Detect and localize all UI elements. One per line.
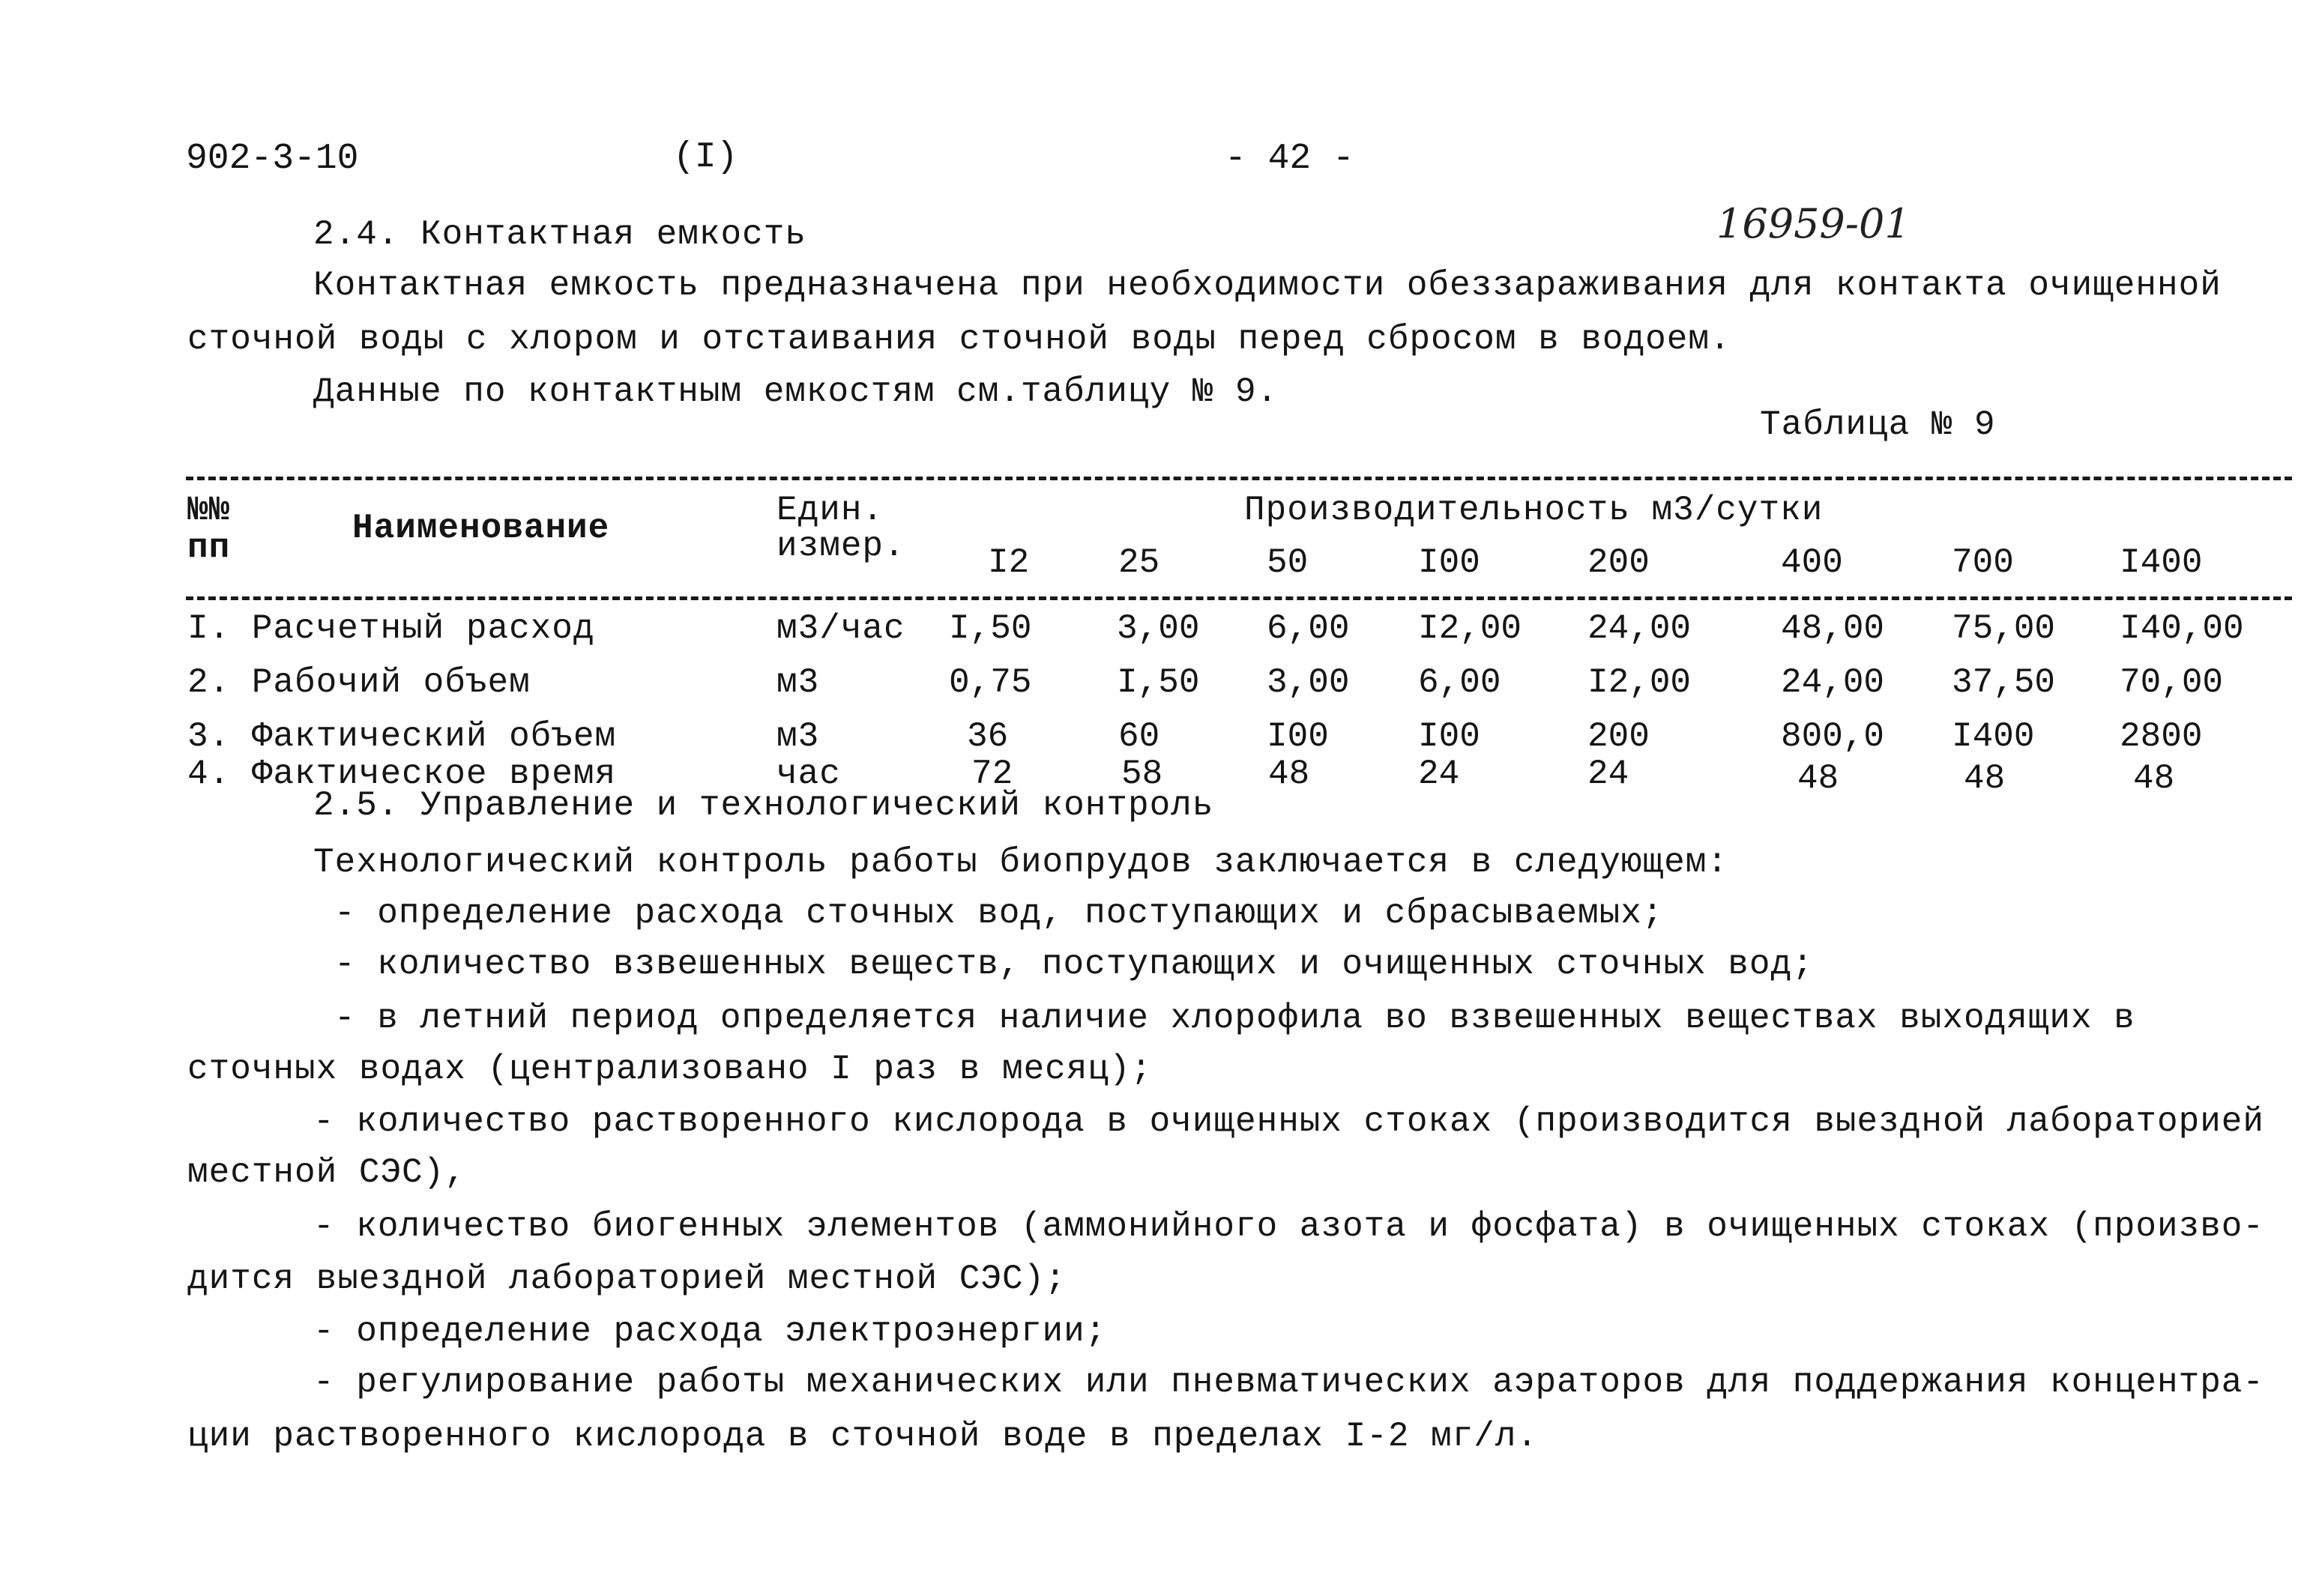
page-number: - 42 - [1225, 139, 1354, 179]
table-header-rule [186, 596, 2292, 600]
table-row-4-value-700: 48 [1964, 759, 2006, 798]
table-row-1-value-50: 6,00 [1267, 609, 1350, 648]
capacity-col-200: 200 [1587, 543, 1650, 582]
col-unit-header-line1: Един. [776, 491, 884, 530]
list-item-5-line2: дится выездной лабораторией местной СЭС); [187, 1260, 1067, 1299]
list-item-4-line1: - количество растворенного кислорода в очищенных стоках (производится выездной лабораторией [313, 1102, 2265, 1141]
list-item-6: - определение расхода электроэнергии; [313, 1312, 1107, 1351]
table-row-4-value-25: 58 [1121, 755, 1163, 794]
section-2-4-title: 2.4. Контактная емкость [313, 215, 806, 254]
table-row-3-value-700: I400 [1952, 717, 2035, 756]
col-name-header: Наименование [352, 509, 610, 548]
table-row-2-value-1400: 70,00 [2120, 663, 2224, 702]
list-item-4-line2: местной СЭС), [187, 1153, 466, 1192]
table-row-3-value-1400: 2800 [2120, 717, 2203, 756]
list-item-7-line1: - регулирование работы механических или пневматических аэраторов для поддержания концентра- [313, 1363, 2265, 1402]
capacity-col-50: 50 [1267, 543, 1309, 582]
section-2-4-paragraph-line2: сточной воды с хлором и отстаивания сточной воды перед сбросом в водоем. [187, 320, 1731, 359]
table-row-2-value-400: 24,00 [1781, 663, 1885, 702]
capacity-col-400: 400 [1781, 543, 1843, 582]
table-row-1-value-25: 3,00 [1117, 609, 1200, 648]
table-row-3-value-12: 36 [967, 717, 1009, 756]
table-row-3-value-100: I00 [1418, 717, 1480, 756]
table-row-3-unit: м3 [776, 717, 820, 756]
col-number-header-line1: №№ [187, 491, 231, 530]
table-row-2-value-100: 6,00 [1418, 663, 1501, 702]
table-row-4-name: 4. Фактическое время [187, 755, 617, 794]
list-item-5-line1: - количество биогенных элементов (аммонийного азота и фосфата) в очищенных стоках (произво- [313, 1207, 2265, 1246]
table-row-3-value-25: 60 [1118, 717, 1160, 756]
table-row-1-unit: м3/час [776, 609, 905, 648]
table-row-2-value-12: 0,75 [949, 663, 1032, 702]
table-row-2-value-25: I,50 [1117, 663, 1200, 702]
table-row-4-unit: час [776, 755, 841, 794]
table-row-1-value-400: 48,00 [1781, 609, 1885, 648]
list-item-7-line2: ции растворенного кислорода в сточной воде в пределах I-2 мг/л. [187, 1417, 1539, 1456]
table-row-1-value-700: 75,00 [1952, 609, 2056, 648]
doc-code: 902-3-10 [186, 139, 359, 179]
table-row-3-value-400: 800,0 [1781, 717, 1885, 756]
table-reference: Данные по контактным емкостям см.таблицу № 9. [313, 372, 1279, 411]
col-unit-header-line2: измер. [776, 527, 905, 566]
table-row-2-name: 2. Рабочий объем [187, 663, 531, 702]
table-caption: Таблица № 9 [1760, 405, 1996, 444]
table-row-4-value-50: 48 [1268, 755, 1310, 794]
table-row-4-value-12: 72 [971, 755, 1013, 794]
table-row-1-value-200: 24,00 [1587, 609, 1692, 648]
table-row-2-value-700: 37,50 [1952, 663, 2056, 702]
table-row-4-value-200: 24 [1587, 755, 1629, 794]
section-2-5-intro: Технологический контроль работы биопрудов заключается в следующем: [313, 843, 1728, 882]
table-row-2-value-200: I2,00 [1587, 663, 1692, 702]
table-row-1-value-12: I,50 [949, 609, 1032, 648]
table-row-4-value-400: 48 [1797, 759, 1839, 798]
list-item-3-line2: сточных водах (централизовано I раз в месяц); [187, 1050, 1153, 1089]
list-item-3-line1: - в летний период определяется наличие хлорофила во взвешенных веществах выходящих в [334, 999, 2135, 1038]
capacity-col-12: I2 [988, 543, 1030, 582]
table-row-3-value-50: I00 [1267, 717, 1329, 756]
table-row-2-value-50: 3,00 [1267, 663, 1350, 702]
capacity-col-1400: I400 [2120, 543, 2203, 582]
handwritten-number: 16959-01 [1716, 200, 1911, 247]
capacity-header: Производительность м3/сутки [1244, 491, 1824, 530]
part-number: (I) [673, 137, 738, 178]
table-row-1-value-1400: I40,00 [2120, 609, 2244, 648]
table-row-3-value-200: 200 [1587, 717, 1650, 756]
section-2-4-paragraph-line1: Контактная емкость предназначена при необходимости обеззараживания для контакта очищенной [313, 266, 2222, 305]
table-row-1-value-100: I2,00 [1418, 609, 1522, 648]
table-row-3-name: 3. Фактический объем [187, 717, 617, 756]
capacity-col-100: I00 [1418, 543, 1480, 582]
col-number-header-line2: пп [187, 528, 231, 567]
table-row-1-name: I. Расчетный расход [187, 609, 595, 648]
list-item-1: - определение расхода сточных вод, поступающих и сбрасываемых; [334, 894, 1664, 933]
section-2-5-title: 2.5. Управление и технологический контроль [313, 786, 1214, 825]
table-row-4-value-100: 24 [1418, 755, 1460, 794]
list-item-2: - количество взвешенных веществ, поступающих и очищенных сточных вод; [334, 945, 1814, 984]
capacity-col-700: 700 [1952, 543, 2014, 582]
capacity-col-25: 25 [1118, 543, 1160, 582]
table-row-4-value-1400: 48 [2133, 759, 2175, 798]
table-row-2-unit: м3 [776, 663, 820, 702]
table-top-rule [186, 477, 2292, 480]
